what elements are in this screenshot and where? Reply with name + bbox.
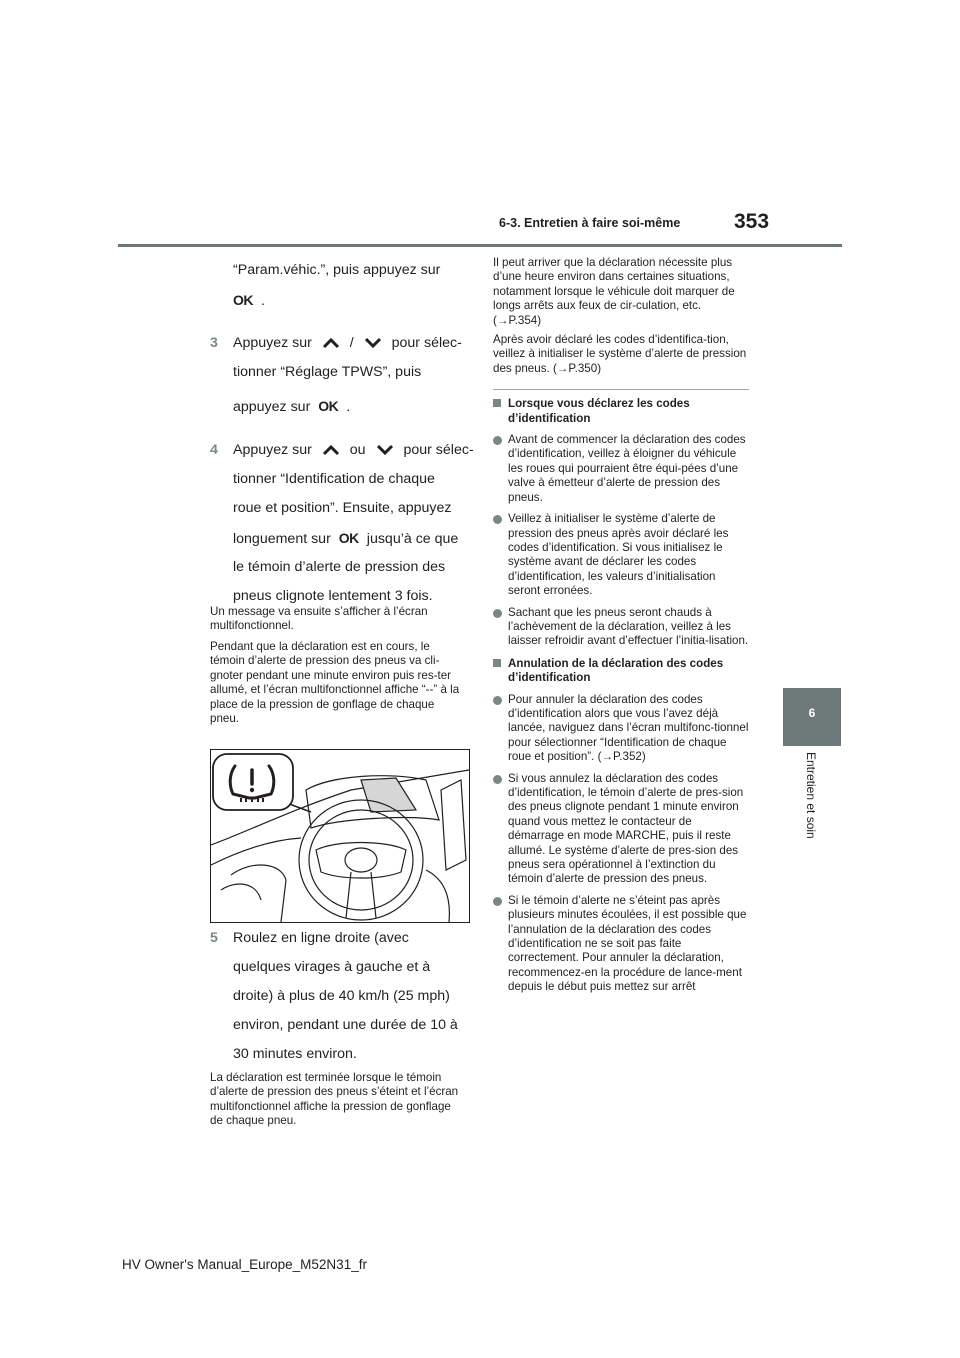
note-message: Un message va ensuite s’afficher à l’écran multifonctionnel. bbox=[210, 605, 428, 633]
step-3-line-1: 3 Appuyez sur / pour sélec- bbox=[233, 329, 462, 357]
step-4-line-6: pneus clignote lentement 3 fois. bbox=[233, 588, 433, 604]
page-number: 353 bbox=[734, 210, 770, 233]
chevron-down-icon bbox=[364, 337, 382, 349]
bullet-item: Pour annuler la déclaration des codes d’identification alors que vous l’avez déjà lancée, naviguez dans l’écran multifonc-tionnel pour sélectionner “Identification de chaque roue et position”. (→P.352) bbox=[493, 693, 749, 765]
step-4-line-1: 4 Appuyez sur ou pour sélec- bbox=[233, 436, 474, 464]
bullet-item: Veillez à initialiser le système d’alerte de pression des pneus après avoir déclaré les codes d’identification. Si vous initialisez le système avant de déclarer les codes d’identification, les valeurs d’initialisation seront erronées. bbox=[493, 512, 749, 598]
bullet-item: Sachant que les pneus seront chauds à l’achèvement de la déclaration, veillez à les laisser refroidir avant d’effectuer l’initia-lisation. bbox=[493, 606, 749, 649]
ok-button-icon: OK bbox=[338, 530, 359, 546]
para-duration: Il peut arriver que la déclaration nécessite plus d’une heure environ dans certaines situations, notamment lorsque le véhicule doit marquer de longs arrêts aux feux de cir-culation, etc. (→P.354) bbox=[493, 256, 735, 327]
step-5-line-3: droite) à plus de 40 km/h (25 mph) bbox=[233, 988, 450, 1004]
bullet-icon bbox=[493, 775, 502, 784]
square-bullet-icon bbox=[493, 659, 501, 667]
continued-line-2: OK . bbox=[233, 286, 265, 315]
ok-button-icon: OK bbox=[233, 292, 253, 308]
square-bullet-icon bbox=[493, 399, 501, 407]
ok-button-icon: OK bbox=[318, 398, 339, 414]
header-rule bbox=[118, 244, 842, 247]
bullet-item: Avant de commencer la déclaration des codes d’identification, veillez à éloigner du véhicule les roues qui pourraient être équi-pées d’une valve à émetteur d’alerte de pression des pneus. bbox=[493, 433, 749, 505]
section-title: 6-3. Entretien à faire soi-même bbox=[499, 216, 681, 230]
step-3-line-3: appuyez sur OK . bbox=[233, 392, 350, 421]
chevron-up-icon bbox=[322, 337, 340, 349]
step-5-line-5: 30 minutes environ. bbox=[233, 1046, 357, 1062]
steering-wheel-illustration bbox=[211, 750, 469, 922]
bullet-icon bbox=[493, 436, 502, 445]
chevron-up-icon bbox=[322, 444, 340, 456]
step-3-number: 3 bbox=[210, 335, 218, 351]
dashboard-illustration bbox=[210, 749, 470, 923]
step-4-line-2: tionner “Identification de chaque bbox=[233, 471, 435, 487]
continued-line-1: “Param.véhic.”, puis appuyez sur bbox=[233, 262, 441, 278]
chapter-number: 6 bbox=[808, 706, 816, 720]
step-5-line-1: 5 Roulez en ligne droite (avec bbox=[233, 924, 409, 952]
step-4-number: 4 bbox=[210, 442, 218, 458]
footer-text: HV Owner's Manual_Europe_M52N31_fr bbox=[122, 1257, 367, 1272]
heading-cancel: Annulation de la déclaration des codes d’identification bbox=[493, 657, 749, 686]
chapter-label: Entretien et soin bbox=[804, 752, 818, 839]
step-4-line-5: le témoin d’alerte de pression des bbox=[233, 559, 446, 575]
step-5-number: 5 bbox=[210, 930, 218, 946]
bullet-icon bbox=[493, 696, 502, 705]
bullet-icon bbox=[493, 515, 502, 524]
step-5-line-4: environ, pendant une durée de 10 à bbox=[233, 1017, 458, 1033]
chevron-down-icon bbox=[376, 444, 394, 456]
step-3-line-2: tionner “Réglage TPWS”, puis bbox=[233, 364, 422, 380]
note-completed: La déclaration est terminée lorsque le témoin d’alerte de pression des pneus s’éteint et l’écran multifonctionnel affiche la pression de gonflage de chaque pneu. bbox=[210, 1071, 459, 1128]
bullet-item: Si vous annulez la déclaration des codes d’identification, le témoin d’alerte de pres-sion des pneus clignote pendant 1 minute environ quand vous mettez le contacteur de démarrage en mode MARCHE, puis il reste allumé. Le système d’alerte de pres-sion des pneus sera opérationnel à l’extinction du témoin d’alerte de pression des pneus. bbox=[493, 772, 749, 887]
bullet-icon bbox=[493, 897, 502, 906]
step-4-line-3: roue et position”. Ensuite, appuyez bbox=[233, 500, 452, 516]
note-in-progress: Pendant que la déclaration est en cours, le témoin d’alerte de pression des pneus va cli-gnoter pendant une minute environ puis res-ter allumé, et l’écran multifonctionnel affiche “--” à la place de la pression de gonflage de chaque pneu. bbox=[210, 640, 460, 726]
bullet-icon bbox=[493, 609, 502, 618]
right-column bbox=[493, 256, 749, 995]
step-5-line-2: quelques virages à gauche et à bbox=[233, 959, 431, 975]
heading-declaring: Lorsque vous déclarez les codes d’identification bbox=[493, 397, 749, 426]
para-initialize: Après avoir déclaré les codes d’identifica-tion, veillez à initialiser le système d’alerte de pression des pneus. (→P.350) bbox=[493, 333, 747, 375]
step-4-line-4: longuement sur OK jusqu’à ce que bbox=[233, 524, 458, 553]
divider bbox=[493, 389, 749, 390]
bullet-item: Si le témoin d’alerte ne s’éteint pas après plusieurs minutes écoulées, il est possible que l’annulation de la déclaration des codes d’identification ne se soit pas faite correctement. Pour annuler la déclaration, recommencez-en la procédure de lance-ment depuis le début puis mettez sur arrêt bbox=[493, 894, 749, 995]
